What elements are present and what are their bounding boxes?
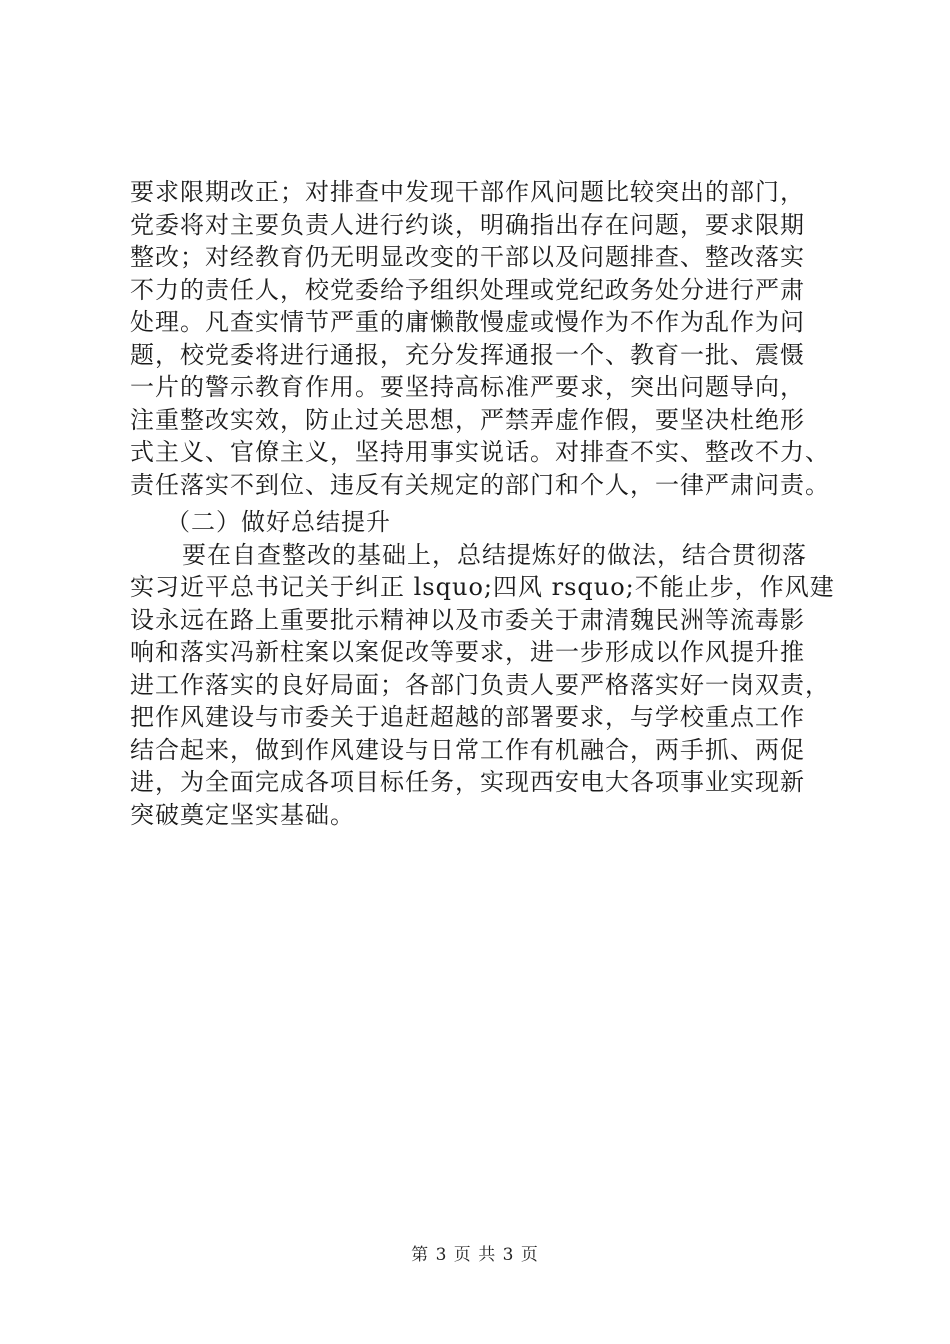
page-number-footer: 第 3 页 共 3 页 (411, 1245, 539, 1265)
text-line: 进工作落实的良好局面；各部门负责人要严格落实好一岗双责， (130, 670, 830, 699)
text-line: 一片的警示教育作用。要坚持高标准严要求，突出问题导向， (130, 373, 805, 401)
text-line: 实习近平总书记关于纠正 lsquo;四风 rsquo;不能止步，作风建 (130, 573, 835, 601)
text-line: 处理。凡查实情节严重的庸懒散慢虚或慢作为不作为乱作为问 (130, 308, 805, 336)
text-line: 进，为全面完成各项目标任务，实现西安电大各项事业实现新 (130, 768, 805, 796)
text-line: 要在自查整改的基础上，总结提炼好的做法，结合贯彻落 (182, 540, 807, 569)
text-line: 整改；对经教育仍无明显改变的干部以及问题排查、整改落实 (130, 243, 805, 271)
text-line: 不力的责任人，校党委给予组织处理或党纪政务处分进行严肃 (130, 275, 805, 304)
text-line: 设永远在路上重要批示精神以及市委关于肃清魏民洲等流毒影 (130, 605, 805, 634)
text-line: 注重整改实效，防止过关思想，严禁弄虚作假，要坚决杜绝形 (130, 405, 805, 434)
text-line: 责任落实不到位、违反有关规定的部门和个人，一律严肃问责。 (130, 470, 830, 499)
text-line: 突破奠定坚实基础。 (130, 800, 355, 829)
section-heading: （二）做好总结提升 (166, 508, 391, 536)
text-line: 式主义、官僚主义，坚持用事实说话。对排查不实、整改不力、 (130, 438, 830, 466)
text-line: 要求限期改正；对排查中发现干部作风问题比较突出的部门， (130, 178, 805, 206)
section-summary (130, 506, 835, 831)
paragraph-rectification (130, 176, 830, 501)
text-line: 题，校党委将进行通报，充分发挥通报一个、教育一批、震慑 (130, 340, 805, 369)
text-line: 结合起来，做到作风建设与日常工作有机融合，两手抓、两促 (130, 735, 805, 764)
text-line: 把作风建设与市委关于追赶超越的部署要求，与学校重点工作 (130, 703, 805, 731)
text-line: 响和落实冯新柱案以案促改等要求，进一步形成以作风提升推 (130, 638, 805, 666)
text-line: 党委将对主要负责人进行约谈，明确指出存在问题，要求限期 (130, 210, 805, 239)
